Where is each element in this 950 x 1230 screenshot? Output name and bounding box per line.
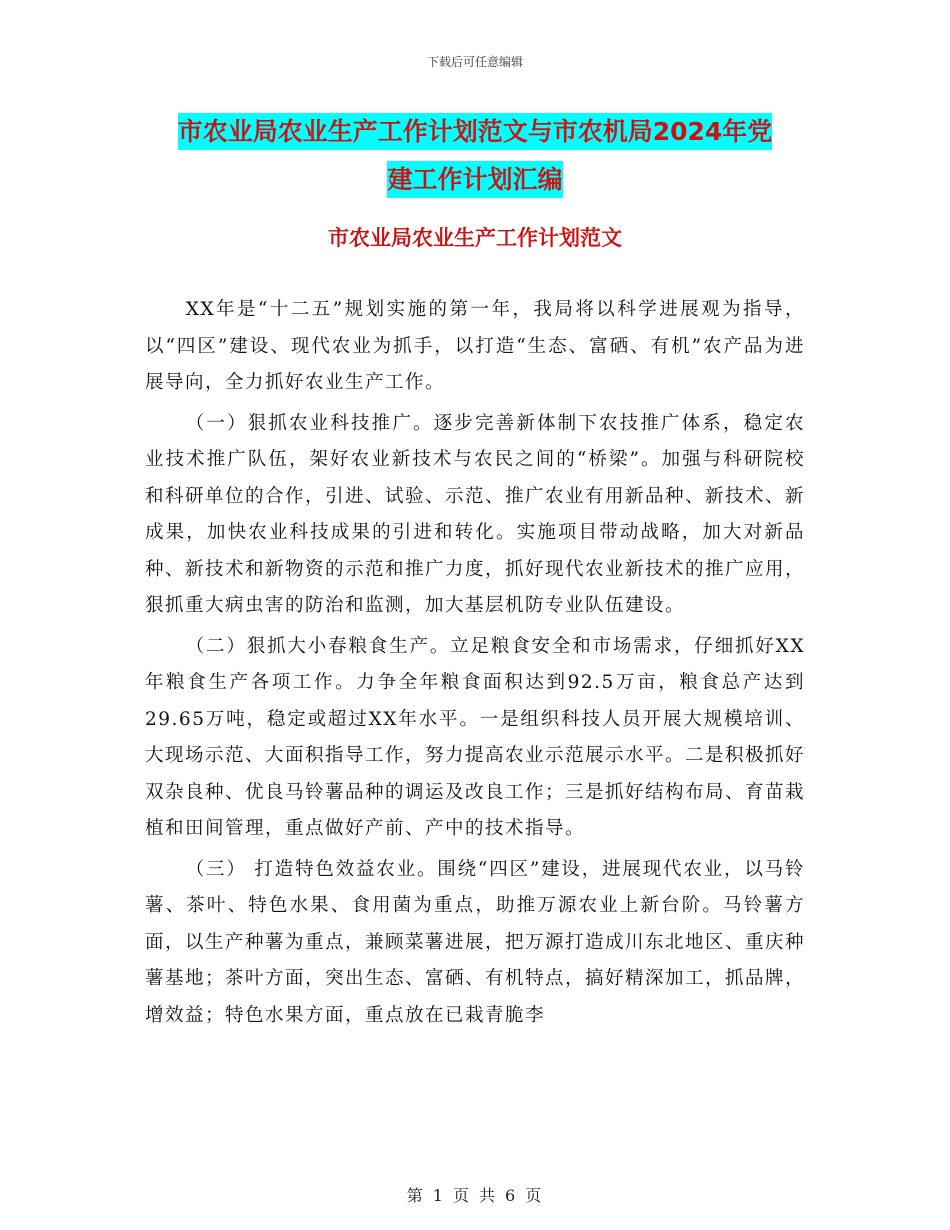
footer-page-number: 1 (432, 1186, 445, 1205)
document-title (0, 108, 950, 204)
document-body (145, 292, 805, 1038)
footer-total-label: 共 (479, 1186, 498, 1205)
paragraph-intro: XX年是“十二五”规划实施的第一年，我局将以科学进展观为指导，以“四区”建设、现代农业为抓手，以打造“生态、富硒、有机”农产品为进展导向，全力抓好农业生产工作。 (145, 299, 805, 393)
footer-total-pages: 6 (505, 1186, 518, 1205)
footer-prefix: 第 (406, 1186, 425, 1205)
paragraph-1: （一）狠抓农业科技推广。逐步完善新体制下农技推广体系，稳定农业技术推广队伍，架好农业新技术与农民之间的“桥梁”。加强与科研院校和科研单位的合作，引进、试验、示范、推广农业有用新品种、新技术、新成果，加快农业科技成果的引进和转化。实施项目带动战略，加大对新品种、新技术和新物资的示范和推广力度，抓好现代农业新技术的推广应用，狠抓重大病虫害的防治和监测，加大基层机防专业队伍建设。 (145, 412, 806, 616)
paragraph-2: （二）狠抓大小春粮食生产。立足粮食安全和市场需求，仔细抓好XX年粮食生产各项工作。力争全年粮食面积达到92.5万亩，粮食总产达到29.65万吨，稳定或超过XX年水平。一是组织科技人员开展大规模培训、大现场示范、大面积指导工作，努力提高农业示范展示水平。二是积极抓好双杂良种、优良马铃薯品种的调运及改良工作；三是抓好结构布局、育苗栽植和田间管理，重点做好产前、产中的技术指导。 (145, 635, 806, 839)
paragraph-3: （三） 打造特色效益农业。围绕“四区”建设，进展现代农业，以马铃薯、茶叶、特色水果、食用菌为重点，助推万源农业上新台阶。马铃薯方面，以生产种薯为重点，兼顾菜薯进展，把万源打造成川东北地区、重庆种薯基地；茶叶方面，突出生态、富硒、有机特点，搞好精深加工，抓品牌，增效益；特色水果方面，重点放在已栽青脆李 (145, 858, 806, 1026)
footer-page-label: 页 (452, 1186, 471, 1205)
document-title-line2: 建工作计划汇编 (387, 161, 562, 198)
section-title: 市农业局农业生产工作计划范文 (328, 226, 622, 250)
document-title-line1: 市农业局农业生产工作计划范文与市农机局2024年党 (178, 113, 773, 150)
footer-suffix: 页 (525, 1186, 544, 1205)
page-footer (0, 1183, 950, 1206)
page-header-note: 下载后可任意编辑 (426, 55, 523, 69)
